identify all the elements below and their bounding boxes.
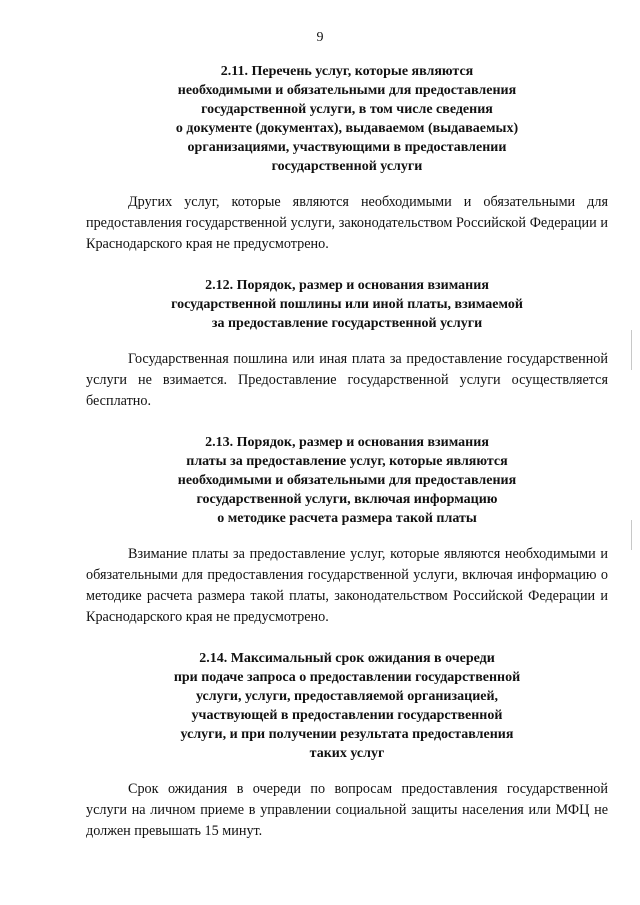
title-line: за предоставление государственной услуги: [211, 316, 483, 331]
title-line: организациями, участвующими в предоставлении: [187, 140, 507, 155]
title-line: государственной услуги, в том числе сведения: [201, 102, 493, 117]
section-title-2-11: [86, 62, 608, 176]
title-line: при подаче запроса о предоставлении государственной: [173, 670, 521, 685]
title-line: необходимыми и обязательными для предоставления: [177, 83, 517, 98]
title-line: 2.11. Перечень услуг, которые являются: [220, 64, 474, 79]
section-paragraph-2-12: Государственная пошлина или иная плата за предоставление государственной услуги не взимается. Предоставление государственной услуги осуществляется бесплатно.: [86, 351, 608, 409]
title-line: государственной пошлины или иной платы, взимаемой: [171, 297, 523, 312]
section-title-2-14: [86, 649, 608, 763]
title-line: необходимыми и обязательными для предоставления: [177, 473, 517, 488]
title-line: таких услуг: [309, 746, 385, 761]
scan-edge-mark: [631, 520, 632, 550]
section-title-2-12: [86, 276, 608, 333]
spacer: [86, 528, 608, 544]
spacer: [86, 763, 608, 779]
title-line: услуги, и при получении результата предоставления: [180, 727, 514, 742]
scan-edge-mark: [631, 330, 632, 370]
title-line: 2.14. Максимальный срок ожидания в очереди: [199, 651, 495, 666]
title-line: 2.13. Порядок, размер и основания взимания: [205, 435, 489, 450]
section-title-2-13: [86, 433, 608, 528]
document-body: [86, 62, 608, 842]
title-line: платы за предоставление услуг, которые являются: [186, 454, 508, 469]
page-number: 9: [316, 30, 324, 45]
title-line: о документе (документах), выдаваемом (выдаваемых): [175, 121, 519, 136]
title-line: государственной услуги: [271, 159, 423, 174]
title-line: о методике расчета размера такой платы: [217, 511, 477, 526]
spacer: [86, 255, 608, 276]
title-line: 2.12. Порядок, размер и основания взимания: [205, 278, 489, 293]
section-paragraph-2-14: Срок ожидания в очереди по вопросам предоставления государственной услуги на личном приеме в управлении социальной защиты населения или МФЦ не должен превышать 15 минут.: [86, 781, 608, 839]
section-paragraph-2-13: Взимание платы за предоставление услуг, которые являются необходимыми и обязательными для предоставления государственной услуги, включая информацию о методике расчета размера такой платы, законодательством Российской Федерации и Краснодарского края не предусмотрено.: [86, 546, 608, 625]
title-line: участвующей в предоставлении государственной: [191, 708, 503, 723]
section-paragraph-2-11: Других услуг, которые являются необходимыми и обязательными для предоставления государственной услуги, законодательством Российской Федерации и Краснодарского края не предусмотрено.: [86, 194, 608, 252]
spacer: [86, 176, 608, 192]
spacer: [86, 333, 608, 349]
spacer: [86, 412, 608, 433]
spacer: [86, 628, 608, 649]
title-line: услуги, услуги, предоставляемой организацией,: [195, 689, 499, 704]
title-line: государственной услуги, включая информацию: [196, 492, 498, 507]
